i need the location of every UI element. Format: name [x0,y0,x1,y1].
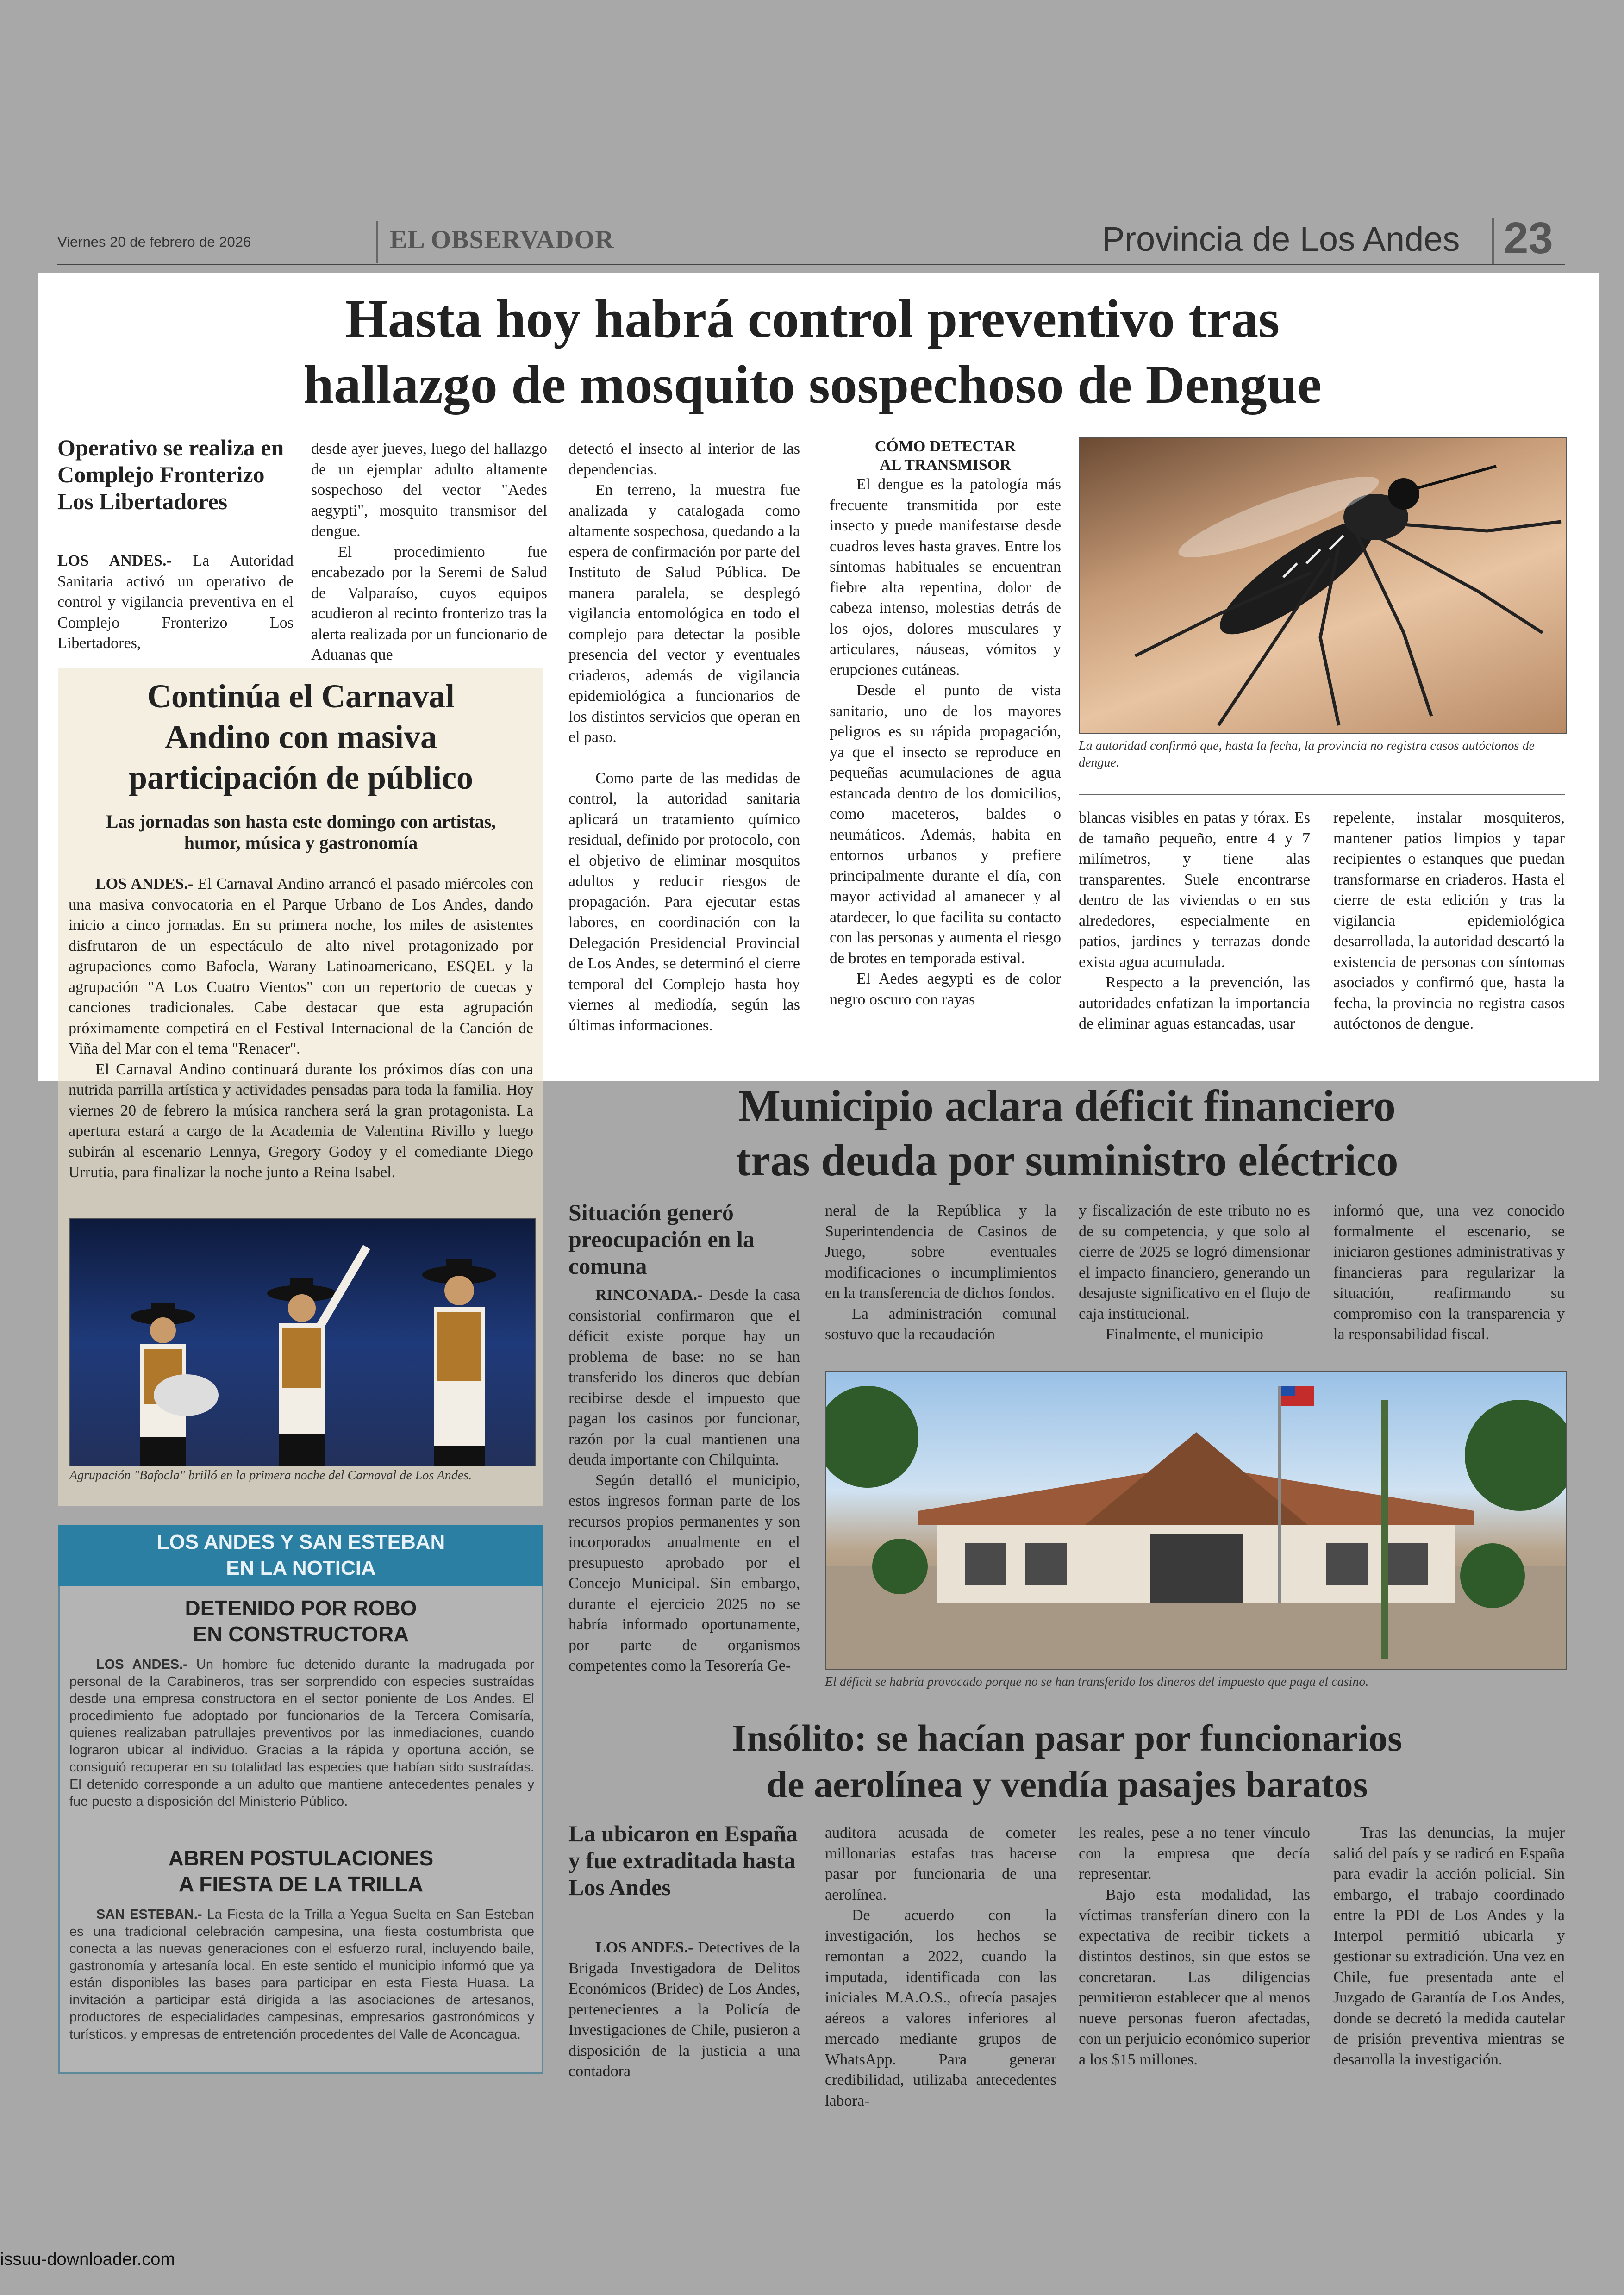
story1-col5-p2: Respecto a la prevención, las autoridades enfatizan la importancia de eliminar aguas estancadas, usar [1079,974,1310,1032]
municipio-col4-p1: informó que, una vez conocido formalmente el escenario, se iniciaron gestiones administrativas y financieras para regularizar la situación, reafirmando su compromiso con la transparencia y la responsabilidad fiscal. [1333,1202,1565,1343]
carnaval-lead: LOS ANDES.- [95,875,194,892]
story1-col4-p1: El dengue es la patología más frecuente transmitida por este insecto y puede manifestarse desde cuadros leves hasta graves. Entre los síntomas habituales se encuentran fiebre alta repentina, dolor de cabeza intenso, molestias detrás de los ojos, dolores musculares y articulares, náuseas, vómitos y erupciones cutáneas. [830,476,1061,679]
section-name: Provincia de Los Andes [1102,220,1460,258]
insolito-col3-p1: les reales, pese a no tener vínculo con la empresa que decía representar. [1079,1824,1310,1883]
insolito-col1-p1: Detectives de la Brigada Investigadora de Delitos Económicos (Bridec) de Los Andes, pertenecientes a la Policía de Investigaciones de Chile, pusieron a disposición de la justicia a una contadora [568,1939,800,2080]
municipio-col3-p1: y fiscalización de este tributo no es de su competencia, y que solo al cierre de 2025 se logró dimensionar el impacto financiero, generando un desajuste significativo en el flujo de caja institucional. [1079,1202,1310,1322]
story1-headline-line2: hallazgo de mosquito sospechoso de Dengue [303,354,1322,415]
carnaval-subhead: Las jornadas son hasta este domingo con artistas, humor, música y gastronomía [106,811,496,853]
story1-col4-head-line2: AL TRANSMISOR [880,456,1011,474]
story1-subhead: Operativo se realiza en Complejo Fronterizo Los Libertadores [57,435,284,514]
insolito-col4-p1: Tras las denuncias, la mujer salió del país y se radicó en España para evadir la acción policial. Sin embargo, el trabajo coordinado entre la PDI de Los Andes y la Interpol permitió ubicarla y gestionar su extradición. Una vez en Chile, fue presentada ante el Juzgado de Garantía de Los Andes, donde se decretó la medida cautelar de prisión preventiva mientras se desarrolla la investigación. [1333,1824,1565,2068]
carnaval-photo [69,1218,536,1466]
notice-body-1 [69,1656,534,1810]
municipio-col4 [1333,1201,1565,1345]
municipio-col3-p2: Finalmente, el municipio [1106,1326,1263,1343]
story1-col5-p1: blancas visibles en patas y tórax. Es de tamaño pequeño, entre 4 y 7 milímetros, y tiene alas transparentes. Suele encontrarse dentro de las viviendas o en sus alrededores, especialmente en patios, jardines y terrazas donde exista agua acumulada. [1079,809,1310,971]
story1-col3 [568,439,800,1036]
carnaval-headline: Continúa el Carnaval Andino con masiva participación de público [128,678,474,796]
municipio-lead: RINCONADA.- [595,1286,703,1303]
insolito-headline-line1: Insólito: se hacían pasar por funcionarios [731,1717,1403,1759]
insolito-subhead: La ubicaron en España y fue extraditada hasta Los Andes [568,1821,798,1900]
municipal-building-illustration [826,1372,1566,1669]
municipio-col1 [568,1285,800,1677]
notice-lead-2: SAN ESTEBAN.- [96,1907,202,1922]
municipio-photo [825,1371,1567,1670]
notice-headline-1-line2: EN CONSTRUCTORA [193,1622,409,1646]
story1-col4-head-line1: CÓMO DETECTAR [874,438,1016,455]
musicians-illustration [70,1219,535,1466]
municipio-subhead: Situación generó preocupación en la comuna [568,1199,755,1279]
insolito-col4 [1333,1823,1565,2070]
story1-col2 [311,439,547,666]
municipio-col3 [1079,1201,1310,1345]
caption-rule [1079,794,1565,795]
notice-lead-1: LOS ANDES.- [96,1657,187,1672]
issue-date: Viernes 20 de febrero de 2026 [57,234,251,250]
story1-col1-text: La Autoridad Sanitaria activó un operativo de control y vigilancia preventiva en el Complejo Fronterizo Los Libertadores, [57,552,294,652]
municipio-headline [569,1079,1565,1188]
notice-text-1: Un hombre fue detenido durante la madrugada por personal de la Carabineros, tras ser sorprendido con especies sustraídas desde una empresa constructora en el sector poniente de Los Andes. El procedimiento fue adoptado por funcionarios de la Tercera Comisaría, quienes realizaban patrullajes preventivos por las inmediaciones, cuando lograron ubicar al individuo. Gracias a la rápida y oportuna acción, se consiguió recuperar en su totalidad las especies que habían sido sustraídas. El detenido corresponde a un adulto que mantiene antecedentes penales y fue puesto a disposición del Ministerio Público. [69,1657,534,1809]
carnaval-p1: El Carnaval Andino arrancó el pasado miércoles con una masiva convocatoria en el Parque Urbano de Los Andes, dando inicio a cinco jornadas. En su primera noche, los miles de asistentes disfrutaron de un espectáculo de alto nivel protagonizado por agrupaciones como Bafocla, Warany Latinoamericano, ESQEL y la agrupación "A Los Cuatro Vientos" con un repertorio de cuecas y canciones tradicionales. Cabe destacar que esta agrupación próximamente competirá en el Festival Internacional de la Canción de Viña del Mar con el tema "Renacer". [69,875,533,1057]
notice-body-2 [69,1906,534,2043]
story1-col3-p1: detectó el insecto al interior de las dependencias. [568,440,800,478]
notice-text-2: La Fiesta de la Trilla a Yegua Suelta en San Esteban es una tradicional celebración campesina, una fiesta costumbrista que conecta a las nuevas generaciones con el esfuerzo rural, incluyendo baile, gastronomía y artesanía local. En este sentido el municipio informó que ya están disponibles las bases para participar en esta Fiesta Huasa. La invitación a participar está dirigida a las asociaciones de artesanos, productores de especialidades campesinas, empresarios gastronómicos y turísticos, y empresas de entretención procedentes del Valle de Aconcagua. [69,1907,535,2042]
story1-col3-p3: Como parte de las medidas de control, la autoridad sanitaria aplicará un tratamiento químico residual, definido por protocolo, con el objetivo de eliminar mosquitos adultos y reducir riesgos de propagación. Para ejecutar estas labores, en coordinación con la Delegación Presidencial Provincial de Los Andes, se determinó el cierre temporal del Complejo hasta hoy viernes al mediodía, según las últimas informaciones. [568,769,800,1034]
paper-name: EL OBSERVADOR [390,225,614,254]
municipio-col2-p2: La administración comunal sostuvo que la recaudación [825,1305,1056,1343]
notice-banner [58,1525,543,1586]
story1-col2-p1: desde ayer jueves, luego del hallazgo de un ejemplar adulto altamente sospechoso del vector "Aedes aegypti", mosquito transmisor del dengue. [311,440,547,540]
insolito-col2-p2: De acuerdo con la investigación, los hechos se remontan a 2022, cuando la imputada, identificada con las iniciales M.A.O.S., ofrecía pasajes aéreos a valores inferiores al mercado mediante grupos de WhatsApp. Para generar credibilidad, utilizaba antecedentes labora- [825,1907,1056,2109]
header-divider-left [376,221,378,263]
insolito-col2 [825,1823,1056,2111]
municipio-headline-line1: Municipio aclara déficit financiero [738,1081,1396,1130]
insolito-col1 [568,1938,800,2082]
page-number: 23 [1504,213,1553,263]
notice-headline-2 [69,1845,532,1897]
notice-headline-1-line1: DETENIDO POR ROBO [185,1596,417,1620]
notice-headline-1 [69,1595,532,1647]
notice-banner-line1: LOS ANDES Y SAN ESTEBAN [156,1531,445,1553]
notice-headline-2-line2: A FIESTA DE LA TRILLA [178,1872,424,1896]
watermark: issuu-downloader.com [0,2250,175,2269]
story1-lead: LOS ANDES.- [57,552,172,569]
story1-col1 [57,551,294,654]
municipio-headline-line2: tras deuda por suministro eléctrico [736,1135,1399,1185]
insolito-col3-p2: Bajo esta modalidad, las víctimas transferían dinero con la expectativa de recibir tickets a distintos destinos, sin que estos se concretaran. Las diligencias permitieron establecer que al menos nueve personas fueron afectadas, con un perjuicio económico superior a los $15 millones. [1079,1886,1310,2068]
story1-col4 [830,437,1061,1010]
mosquito-photo [1079,437,1567,734]
story1-headline-line1: Hasta hoy habrá control preventivo tras [345,288,1280,349]
header-rule [57,264,1565,265]
carnaval-caption: Agrupación "Bafocla" brilló en la primera noche del Carnaval de Los Andes. [69,1468,472,1483]
notice-banner-line2: EN LA NOTICIA [226,1557,376,1579]
story1-col3-p2: En terreno, la muestra fue analizada y catalogada como altamente sospechosa, quedando a la espera de confirmación por parte del Instituto de Salud Pública. De manera paralela, se desplegó vigilancia entomológica en todo el complejo para detectar la posible presencia del vector y eventuales criaderos, además de vigilancia epidemiológica a funcionarios de los distintos servicios que operan en el paso. [568,481,800,746]
story1-col6-p1: repelente, instalar mosquiteros, mantener patios limpios y tapar recipientes o estanques que puedan transformarse en criaderos. Hasta el cierre de esta edición y tras la vigilancia epidemiológica desarrollada, la autoridad descartó la existencia de personas con síntomas asociados y confirmó que, hasta la fecha, la provincia no registra casos autóctonos de dengue. [1333,809,1565,1032]
story1-col4-head [830,437,1061,474]
insolito-col3 [1079,1823,1310,2070]
municipio-col2-p1: neral de la República y la Superintendencia de Casinos de Juego, sobre eventuales modificaciones o incumplimientos en la transferencia de dichos fondos. [825,1202,1056,1302]
notice-headline-2-line1: ABREN POSTULACIONES [168,1846,434,1870]
story1-col2-p2: El procedimiento fue encabezado por la Seremi de Salud de Valparaíso, cuyos equipos acudieron al recinto fronterizo tras la alerta realizada por un funcionario de Aduanas que [311,543,547,663]
insolito-headline [569,1715,1565,1808]
insolito-lead: LOS ANDES.- [595,1939,693,1956]
carnaval-p2: El Carnaval Andino continuará durante los próximos días con una nutrida parrilla artística y actividades pensadas para toda la familia. Hoy viernes 20 de febrero la música ranchera será la gran protagonista. La apertura estará a cargo de la Academia de Valentina Rivillo y luego subirán al escenario Lennya, Gregory Godoy y el comediante Diego Urrutia, para finalizar la noche junto a Reina Isabel. [69,1060,533,1181]
municipio-col1-p1: Desde la casa consistorial confirmaron que el déficit existe porque hay un problema de base: no se han transferido los dineros que debían recibirse desde el impuesto que pagan los casinos por funcionar, razón por la cual mantienen una deuda importante con Chilquinta. [568,1286,800,1468]
municipio-caption: El déficit se habría provocado porque no se han transferido los dineros del impuesto que paga el casino. [825,1675,1369,1689]
municipio-col1-p2: Según detalló el municipio, estos ingresos forman parte de los recursos propios permanentes y son incorporados anualmente en el presupuesto aprobado por el Concejo Municipal. Sin embargo, durante el ejercicio 2025 no se habría informado oportunamente, por parte de organismos competentes como la Tesorería Ge- [568,1472,800,1674]
carnaval-body [69,874,533,1183]
mosquito-illustration [1080,438,1566,733]
story1-col5 [1079,808,1310,1035]
story1-col6 [1333,808,1565,1035]
municipio-col2 [825,1201,1056,1345]
header-divider-right [1492,218,1494,264]
insolito-headline-line2: de aerolínea y vendía pasajes baratos [766,1763,1368,1805]
story1-col4-p3: El Aedes aegypti es de color negro oscuro con rayas [830,970,1061,1008]
insolito-col2-p1: auditora acusada de cometer millonarias estafas tras hacerse pasar por funcionaria de una aerolínea. [825,1824,1056,1903]
story1-col4-p2: Desde el punto de vista sanitario, uno de los mayores peligros es su rápida propagación, ya que el insecto se reproduce en pequeñas acumulaciones de agua estancada dentro de los domicilios, como maceteros, baldes o neumáticos. Además, habita en entornos urbanos y prefiere principalmente durante el día, con mayor actividad al amanecer y al atardecer, lo que facilita su contacto con las personas y aumenta el riesgo de brotes en temporada estival. [830,682,1061,967]
story1-headline [56,286,1569,418]
mosquito-photo-caption: La autoridad confirmó que, hasta la fecha, la provincia no registra casos autóctonos de dengue. [1079,739,1535,770]
